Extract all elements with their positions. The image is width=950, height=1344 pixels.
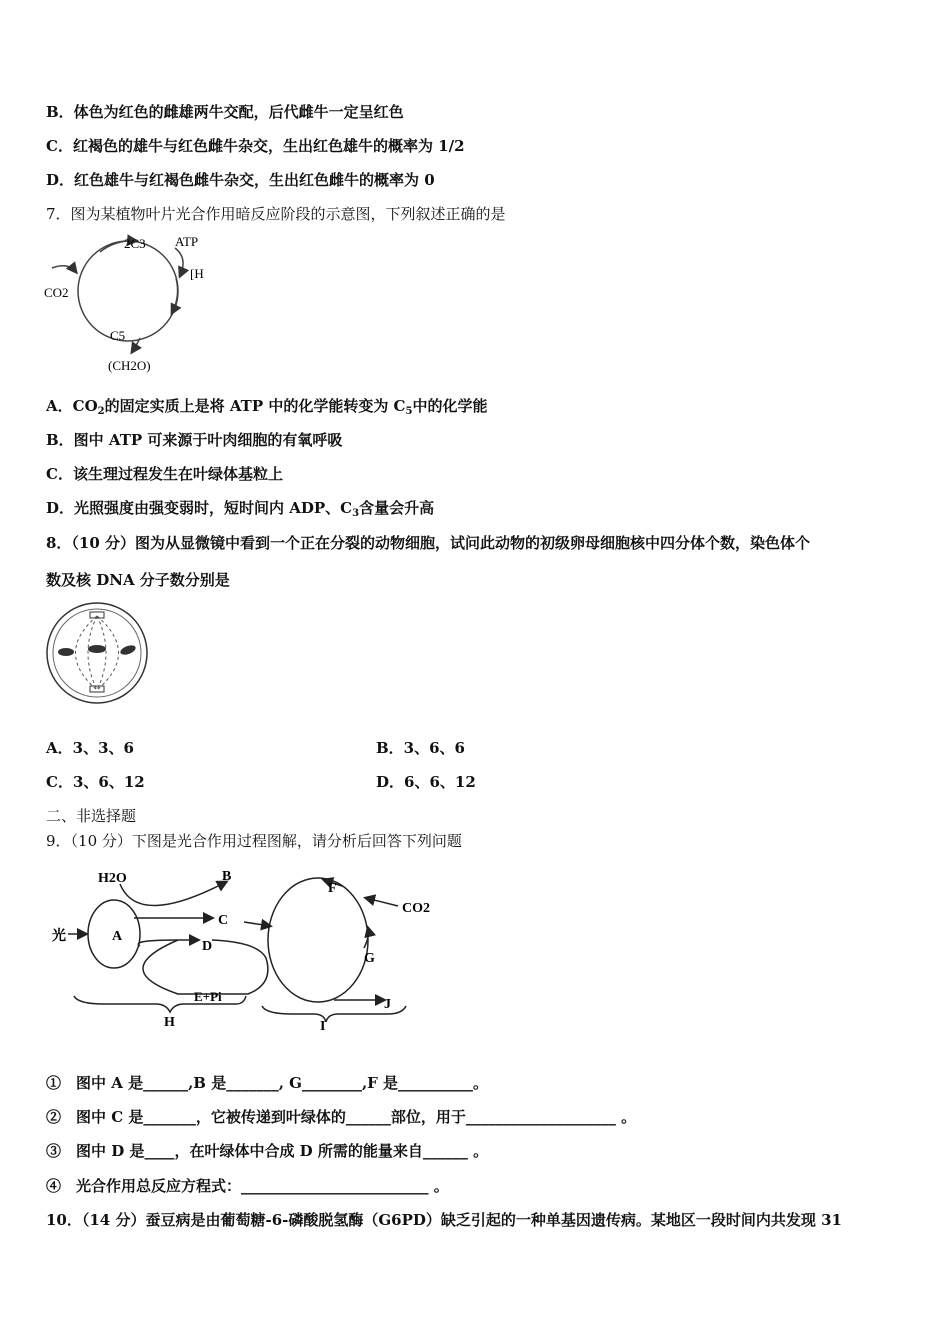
- q9-item-4: ④ 光合作用总反应方程式：_________________________ 。: [46, 1177, 449, 1195]
- q9-item-2: ② 图中 C 是_______，它被传递到叶绿体的______部位，用于____________________ 。: [46, 1108, 637, 1126]
- c5-label: C5: [110, 328, 126, 343]
- chromosome-3: [119, 644, 137, 657]
- chromosome-1: [58, 648, 74, 656]
- centrosome-bottom: [90, 686, 104, 692]
- h-label: [H: [190, 266, 204, 281]
- q9-item-3: ③ 图中 D 是____，在叶绿体中合成 D 所需的能量来自______ 。: [46, 1142, 489, 1160]
- calvin-cycle-circle: [268, 878, 368, 1002]
- q8-stem-line1: 8．（10 分）图为从显微镜中看到一个正在分裂的动物细胞，试问此动物的初级卵母细胞核中四分体个数，染色体个: [46, 534, 811, 552]
- q9-item-1: ① 图中 A 是______,B 是_______, G________,F 是__________。: [46, 1074, 489, 1092]
- section-heading: 二、非选择题: [46, 807, 137, 825]
- co2-label: CO2: [44, 285, 69, 300]
- co2-label: CO2: [402, 901, 430, 916]
- q8-option-d: D．6、6、12: [376, 773, 476, 791]
- q6-option-d: D．红色雄牛与红褐色雌牛杂交，生出红色雌牛的概率为 0: [46, 171, 435, 189]
- q6-option-c: C．红褐色的雄牛与红色雌牛杂交，生出红色雄牛的概率为 1/2: [46, 137, 465, 155]
- chromosome-2: [88, 645, 106, 653]
- q7-option-a: A．$CO_2$的固定实质上是将 ATP 中的化学能转变为 $C_5$中的化学能: [46, 397, 488, 417]
- q8-option-b: B．3、6、6: [376, 739, 465, 757]
- q7-option-b: B．图中 ATP 可来源于叶肉细胞的有氧呼吸: [46, 431, 343, 449]
- q7-dark-reaction-diagram: [40, 228, 240, 378]
- atp-label: ATP: [175, 234, 199, 249]
- h-bracket-label: H: [164, 1015, 175, 1030]
- q8-cell-diagram: [44, 600, 150, 706]
- calvin-cycle-circle: [78, 241, 178, 341]
- h2o-label: H2O: [98, 871, 127, 886]
- g-label: G: [364, 951, 375, 966]
- j-label: J: [384, 997, 391, 1012]
- q8-option-c: C．3、6、12: [46, 773, 145, 791]
- epi-label: E+Pi: [194, 989, 222, 1004]
- f-label: F: [328, 881, 337, 896]
- b-label: B: [222, 869, 232, 884]
- q9-photosynthesis-diagram: [48, 862, 448, 1037]
- ch2o-label: (CH2O): [108, 358, 151, 373]
- q10-stem: 10．（14 分）蚕豆病是由葡萄糖-6-磷酸脱氢酶（G6PD）缺乏引起的一种单基因遗传病。某地区一段时间内共发现 31: [46, 1211, 842, 1229]
- light-label: 光: [52, 929, 66, 944]
- q7-stem: 7．图为某植物叶片光合作用暗反应阶段的示意图，下列叙述正确的是: [46, 205, 506, 223]
- q8-option-a: A．3、3、6: [46, 739, 134, 757]
- d-label: D: [202, 939, 213, 954]
- c3-label: 2C3: [124, 236, 146, 251]
- q7-option-d: D．光照强度由强变弱时，短时间内 ADP、$C_3$含量会升高: [46, 499, 435, 519]
- q6-option-b: B．体色为红色的雌雄两牛交配，后代雌牛一定呈红色: [46, 103, 404, 121]
- q8-stem-line2: 数及核 DNA 分子数分别是: [46, 571, 230, 589]
- c-label: C: [218, 913, 229, 928]
- i-bracket-label: I: [320, 1019, 326, 1034]
- a-label: A: [112, 929, 123, 944]
- q7-option-c: C．该生理过程发生在叶绿体基粒上: [46, 465, 283, 483]
- q9-stem: 9．（10 分）下图是光合作用过程图解，请分析后回答下列问题: [46, 832, 462, 850]
